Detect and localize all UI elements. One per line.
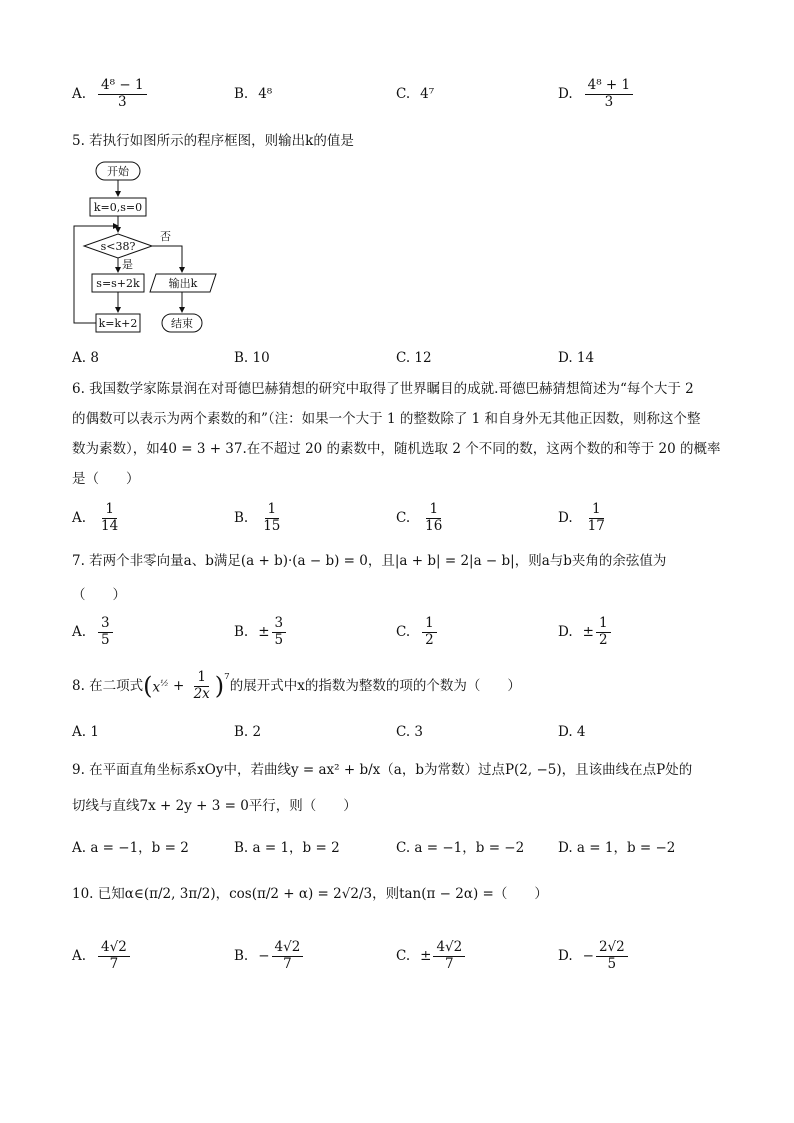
flow-end-label: 结束 (171, 317, 193, 330)
q10-option-b: B. − $\frac{4√2}{7}$ (234, 934, 305, 978)
q8-option-c: C. 3 (396, 724, 424, 740)
q10-stem: 10. 已知α∈(π/2, 3π/2)，cos(π/2 + α) = 2√2/3，则tan(π − 2α) =（ ） (72, 886, 548, 902)
flow-decision-label: s<38? (100, 240, 136, 253)
q4-option-d: D. $\frac{\text{4⁸ + 1}}{3}$ (558, 74, 635, 114)
q5-option-a: A. 8 (72, 350, 99, 366)
q5-flowchart (72, 158, 232, 342)
q4-option-c: C. 4⁷ (396, 86, 435, 102)
q4-options (72, 74, 732, 114)
q6-option-c: C. $\frac{1}{16}$ (396, 500, 443, 534)
q9-options (72, 826, 732, 866)
q5-option-d: D. 14 (558, 350, 595, 366)
flow-start-label: 开始 (107, 165, 129, 178)
q5-option-b: B. 10 (234, 350, 270, 366)
q10-option-c: C. ± $\frac{4√2}{7}$ (396, 934, 467, 978)
flow-output-label: 输出k (168, 277, 198, 290)
q6-options (72, 498, 732, 538)
q9-option-d: D. a = 1，b = −2 (558, 840, 676, 856)
q7-option-c: C. $\frac{1}{2}$ (396, 612, 439, 652)
flowchart-svg (72, 158, 232, 338)
q7-stem (72, 544, 732, 612)
q7-options (72, 612, 732, 652)
q6-option-a: A. $\frac{1}{14}$ (72, 500, 119, 534)
q6-option-d: D. $\frac{1}{17}$ (558, 500, 605, 534)
q10-option-d: D. − $\frac{2√2}{5}$ (558, 934, 630, 978)
q8-option-a: A. 1 (72, 724, 99, 740)
q9-option-c: C. a = −1，b = −2 (396, 840, 525, 856)
q10-options (72, 934, 732, 978)
flow-no-label: 否 (160, 230, 171, 243)
q8-option-b: B. 2 (234, 724, 262, 740)
q9-stem (72, 752, 732, 824)
flow-yes-label: 是 (122, 258, 133, 271)
q6-line2: 的偶数可以表示为两个素数的和”（注：如果一个大于 1 的整数除了 1 和自身外无其他正因数，则称这个整 (72, 411, 701, 427)
q5-option-c: C. 12 (396, 350, 432, 366)
q10-option-a: A. $\frac{4√2}{7}$ (72, 934, 132, 978)
q4-option-b: B. 4⁸ (234, 86, 273, 102)
q4-option-a: A. $\frac{\text{4⁸ − 1}}{3}$ (72, 74, 149, 114)
q6-line4: 是（ ） (72, 471, 140, 487)
q7-line1: 7. 若两个非零向量a、b满足(a + b)·(a − b) = 0，且|a + b| = 2|a − b|，则a与b夹角的余弦值为 (72, 553, 667, 569)
q9-option-a: A. a = −1，b = 2 (72, 840, 189, 856)
q7-option-a: A. $\frac{3}{5}$ (72, 612, 115, 652)
q8-option-d: D. 4 (558, 724, 586, 740)
q9-line1: 9. 在平面直角坐标系xOy中，若曲线y = ax² + b/x（a，b为常数）过点P(2, −5)，且该曲线在点P处的 (72, 762, 693, 778)
q5-options (72, 338, 732, 378)
q6-line3: 数为素数），如40 = 3 + 37.在不超过 20 的素数中，随机选取 2 个不同的数，这两个数的和等于 20 的概率 (72, 441, 721, 457)
q9-option-b: B. a = 1，b = 2 (234, 840, 340, 856)
q7-option-b: B. ± $\frac{3}{5}$ (234, 612, 288, 652)
q7-option-d: D. ± $\frac{1}{2}$ (558, 612, 613, 652)
q6-stem (72, 374, 732, 494)
q6-option-b: B. $\frac{1}{15}$ (234, 500, 281, 534)
flow-init-label: k=0,s=0 (93, 201, 143, 214)
q9-line2: 切线与直线7x + 2y + 3 = 0平行，则（ ） (72, 798, 357, 814)
q8-stem: 8. 在二项式 ( $x^{\frac{1}{2}}$ + $\frac{1}{2x}$ ) $^7$ 的展开式中x的指数为整数的项的个数为（ ） (72, 668, 521, 702)
q6-line1: 6. 我国数学家陈景润在对哥德巴赫猜想的研究中取得了世界瞩目的成就.哥德巴赫猜想简述为“每个大于 2 (72, 381, 694, 397)
q8-options (72, 712, 732, 752)
flow-step1-label: s=s+2k (96, 277, 140, 290)
flow-step2-label: k=k+2 (98, 317, 138, 330)
q5-stem: 5. 若执行如图所示的程序框图，则输出k的值是 (72, 133, 354, 149)
q7-line2: （ ） (72, 587, 126, 603)
